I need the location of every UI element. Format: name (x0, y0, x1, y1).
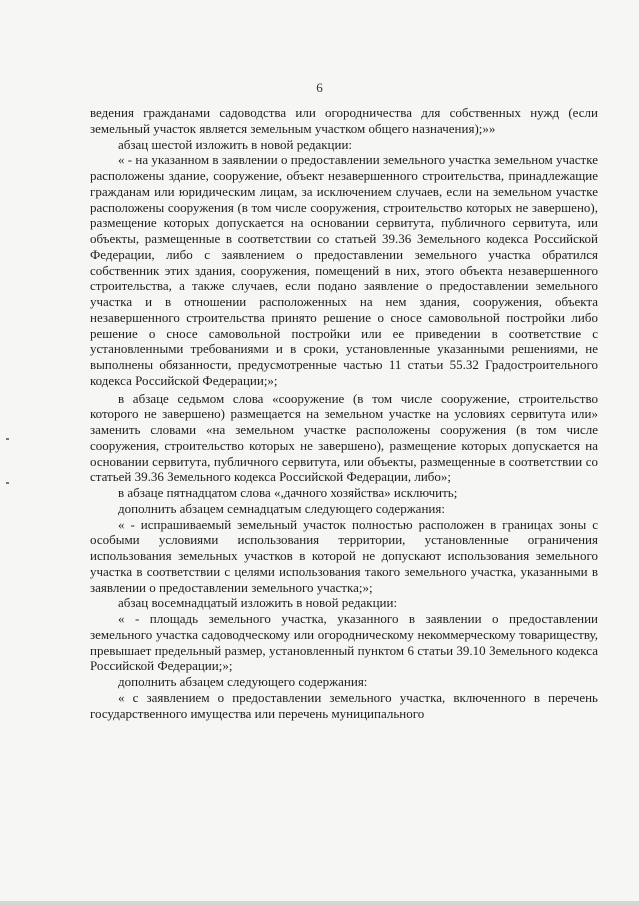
paragraph-quote-add: « с заявлением о предоставлении земельного участка, включенного в перечень государственного имущества или перечень муниципального (90, 689, 598, 721)
scan-margin-marks (6, 438, 12, 498)
document-body (90, 105, 598, 721)
paragraph-quote-seventeenth: « - испрашиваемый земельный участок полностью расположен в границах зоны с особыми условиями использования территории, установленные ограничения использования земельных участков в которой не допускают использования земельного участка в соответствии с целями использования такого земельного участка, указанными в заявлении о предоставлении земельного участка;»; (90, 516, 598, 595)
paragraph-instruction-fifteenth: в абзаце пятнадцатом слова «,дачного хозяйства» исключить; (118, 485, 458, 500)
paragraph-instruction-add: дополнить абзацем следующего содержания: (118, 674, 368, 689)
paragraph-instruction-seventeenth: дополнить абзацем семнадцатым следующего содержания: (118, 500, 445, 516)
paragraph-quote-sixth: « - на указанном в заявлении о предоставлении земельного участка земельном участке расположены здание, сооружение, объект незавершенного строительства, принадлежащие гражданам или юридическим лицам, за исключением случаев, если на земельном участке расположены сооружения (в том числе сооружения, строительство которых не завершено), размещение которых допускается на основании сервитута, публичного сервитута, или объекты, размещенные в соответствии со статьей 39.36 Земельного кодекса Российской Федерации, либо с заявлением о предоставлении земельного участка обратился собственник этих здания, сооружения, помещений в них, этого объекта незавершенного строительства, а также случаев, если подано заявление о предоставлении земельного участка и в отношении расположенных на нем здания, сооружения, объекта незавершенного строительства принято решение о сносе самовольной постройки либо решение о сносе самовольной постройки или ее приведении в соответствие с установленными требованиями и в сроки, установленные указанными решениями, не выполнены обязанности, предусмотренные частью 11 статьи 55.32 Градостроительного кодекса Российской Федерации;»; (90, 152, 598, 388)
paragraph-instruction-seventh: в абзаце седьмом слова «сооружение (в том числе сооружение, строительство которого не завершено) размещается на земельном участке на условиях сервитута или» заменить словами «на земельном участке расположены сооружения (в том числе сооружения, строительство которых не завершено), размещение которых допускается на основании сервитута, публичного сервитута, или объекты, размещенные в соответствии со статьей 39.36 Земельного кодекса Российской Федерации, либо»; (90, 390, 598, 485)
page-number: 6 (316, 80, 323, 95)
scan-bottom-edge (0, 901, 639, 905)
paragraph-quote-eighteenth: « - площадь земельного участка, указанного в заявлении о предоставлении земельного участка садоводческому или огородническому некоммерческому товариществу, превышает предельный размер, установленный пунктом 6 статьи 39.10 Земельного кодекса Российской Федерации;»; (90, 611, 598, 674)
paragraph-instruction-eighteenth: абзац восемнадцатый изложить в новой редакции: (118, 595, 398, 611)
paragraph-instruction-sixth: абзац шестой изложить в новой редакции: (118, 136, 353, 152)
paragraph-continuation: ведения гражданами садоводства или огородничества для собственных нужд (если земельный участок является земельным участком общего назначения);»» (90, 105, 598, 136)
